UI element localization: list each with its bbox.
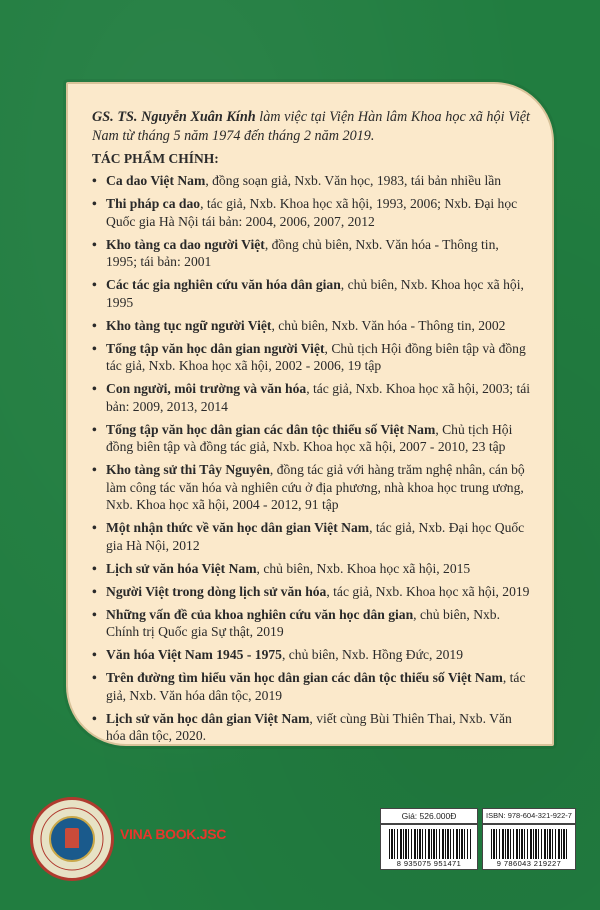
- list-item: [92, 236, 532, 271]
- publisher-name: VINA BOOK.JSC: [120, 826, 227, 842]
- work-title: Con người, môi trường và văn hóa: [106, 381, 307, 397]
- work-title: Một nhận thức về văn học dân gian Việt Nam: [106, 520, 370, 536]
- work-title: Văn hóa Việt Nam 1945 - 1975: [106, 647, 282, 663]
- work-detail: , đồng tác giả với hàng trăm nghệ nhân, cán bộ làm công tác văn hóa và nghiên cứu ở địa phương, nhà khoa học trung ương, Nxb. Khoa học xã hội, 2004 - 2012, 91 tập: [106, 462, 525, 512]
- list-item: [92, 710, 532, 745]
- work-title: Lịch sử văn học dân gian Việt Nam: [106, 710, 310, 726]
- list-item: [92, 646, 532, 663]
- work-detail: , Chủ tịch Hội đồng biên tập và đồng tác giả, Nxb. Khoa học xã hội, 2007 - 2010, 23 tập: [106, 421, 513, 455]
- work-title: Trên đường tìm hiểu văn học dân gian các dân tộc thiểu số Việt Nam: [106, 670, 503, 686]
- work-title: Tổng tập văn học dân gian các dân tộc thiểu số Việt Nam: [106, 421, 436, 437]
- work-title: Người Việt trong dòng lịch sử văn hóa: [106, 583, 327, 599]
- work-title: Ca dao Việt Nam: [106, 173, 206, 188]
- work-detail: , chủ biên, Nxb. Hồng Đức, 2019: [281, 647, 464, 663]
- work-detail: , Chủ tịch Hội đồng biên tập và đồng tác giả, Nxb. Khoa học xã hội, 2002 - 2006, 19 tập: [106, 340, 526, 374]
- work-detail: , tác giả, Nxb. Văn hóa dân tộc, 2019: [106, 670, 526, 703]
- work-detail: , tác giả, Nxb. Khoa học xã hội, 1993, 2006; Nxb. Đại học Quốc gia Hà Nội tái bản: 2004, 2006, 2007, 2012: [106, 196, 518, 229]
- list-item: [92, 172, 532, 189]
- work-detail: , chủ biên, Nxb. Khoa học xã hội, 1995: [106, 277, 524, 310]
- works-heading: TÁC PHẨM CHÍNH:: [92, 151, 219, 166]
- author-intro: [92, 108, 530, 146]
- work-title: Thi pháp ca dao: [106, 196, 201, 212]
- work-detail: , đồng chủ biên, Nxb. Văn hóa - Thông tin, 1995; tái bản: 2001: [106, 236, 499, 269]
- work-detail: , viết cùng Bùi Thiên Thai, Nxb. Văn hóa dân tộc, 2020.: [106, 710, 512, 744]
- author-description: làm việc tại Viện Hàn lâm Khoa học xã hội Việt Nam từ tháng 5 năm 1974 đến tháng 2 năm 2019.: [92, 109, 530, 144]
- isbn-label: ISBN: 978-604-321-922-7: [482, 808, 576, 824]
- barcode-left: [380, 824, 478, 870]
- list-item: [92, 276, 532, 311]
- work-detail: , chủ biên, Nxb. Chính trị Quốc gia Sự thật, 2019: [106, 606, 501, 640]
- work-title: Tổng tập văn học dân gian người Việt: [106, 340, 325, 356]
- publisher-seal-logo: [30, 797, 114, 881]
- barcode-right-number: 9 786043 219227: [496, 859, 562, 868]
- temple-gate-icon: [49, 816, 95, 862]
- list-item: [92, 519, 532, 554]
- barcode-bars-icon: [389, 829, 471, 859]
- list-item: [92, 461, 532, 513]
- work-title: Lịch sử văn hóa Việt Nam: [106, 560, 257, 576]
- work-detail: , tác giả, Nxb. Khoa học xã hội, 2003; tái bản: 2009, 2013, 2014: [106, 381, 531, 414]
- work-title: Kho tàng sử thi Tây Nguyên: [106, 462, 270, 478]
- work-detail: , tác giả, Nxb. Khoa học xã hội, 2019: [326, 583, 530, 599]
- work-detail: , chủ biên, Nxb. Văn hóa - Thông tin, 2002: [271, 317, 506, 333]
- author-name: GS. TS. Nguyễn Xuân Kính: [92, 109, 256, 125]
- work-title: Kho tàng ca dao người Việt: [106, 236, 265, 252]
- barcode-left-number: 8 935075 951471: [396, 859, 462, 868]
- price-label: Giá: 526.000Đ: [380, 808, 478, 824]
- work-title: Kho tàng tục ngữ người Việt: [106, 317, 272, 333]
- list-item: [92, 340, 532, 375]
- list-item: [92, 421, 532, 456]
- work-detail: , đồng soạn giả, Nxb. Văn học, 1983, tái bản nhiều lần: [205, 173, 502, 188]
- work-detail: , tác giả, Nxb. Đại học Quốc gia Hà Nội, 2012: [106, 520, 525, 553]
- list-item: [92, 583, 532, 600]
- list-item: [92, 606, 532, 641]
- work-title: Các tác gia nghiên cứu văn hóa dân gian: [106, 277, 341, 293]
- list-item: [92, 195, 532, 230]
- list-item: [92, 380, 532, 415]
- barcode-bars-icon: [491, 829, 569, 859]
- list-item: [92, 317, 532, 334]
- list-item: [92, 669, 532, 704]
- work-detail: , chủ biên, Nxb. Khoa học xã hội, 2015: [256, 560, 471, 576]
- list-item: [92, 560, 532, 577]
- works-list: [92, 172, 532, 750]
- barcode-right: [482, 824, 576, 870]
- work-title: Những vấn đề của khoa nghiên cứu văn học dân gian: [106, 606, 414, 622]
